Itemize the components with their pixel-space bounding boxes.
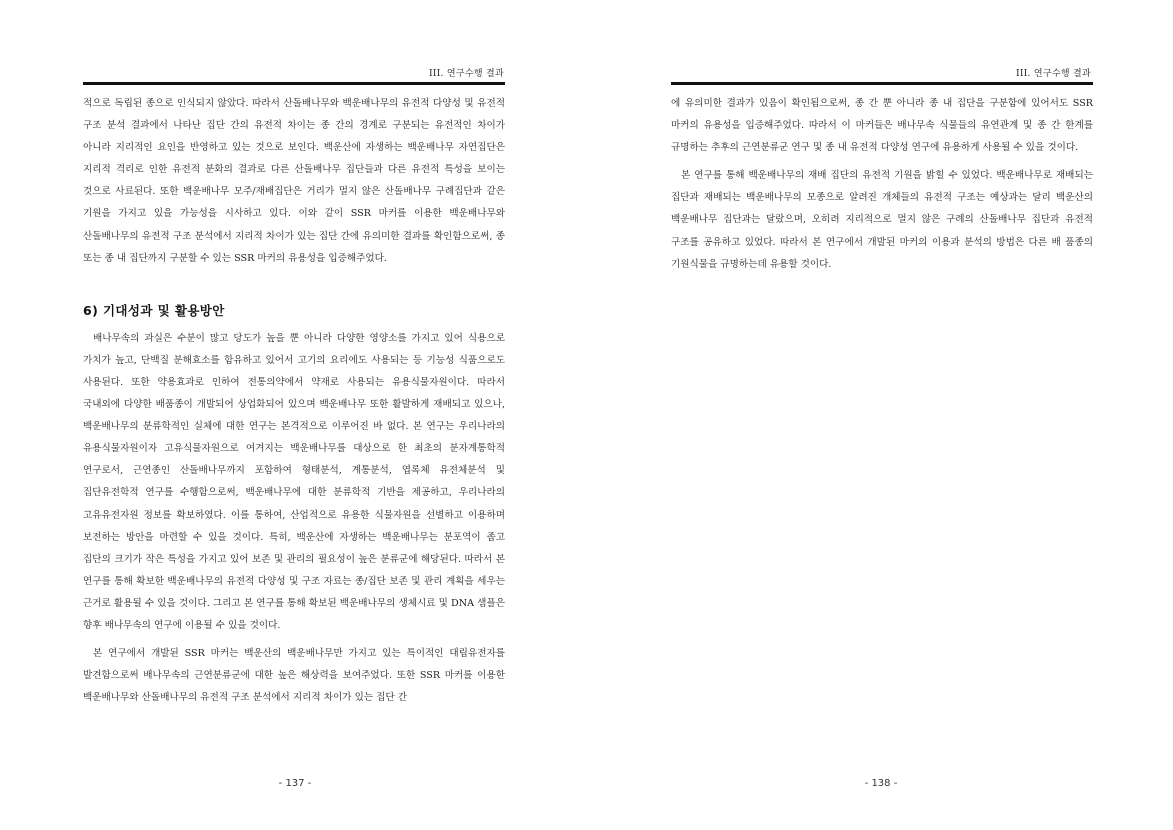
header-rule: [83, 82, 505, 85]
right-page: [587, 0, 1173, 830]
running-head: III. 연구수행 결과: [428, 69, 504, 79]
section-heading: 6) 기대성과 및 활용방안: [83, 302, 225, 318]
running-head: III. 연구수행 결과: [1015, 69, 1091, 79]
page-number: - 137 -: [278, 778, 312, 789]
body-paragraph: 에 유의미한 결과가 있음이 확인됨으로써, 종 간 뿐 아니라 종 내 집단을 구분함에 있어서도 SSR 마커의 유용성을 입증해주었다. 따라서 이 마커들은 배나무속 식물들의 유연관계 및 종 간 한계를 규명하는 추후의 근연분류군 연구 및 종 내 유전적 다양성 연구에 유용하게 사용될 수 있을 것이다.: [671, 98, 1094, 154]
page-body: [83, 93, 505, 715]
page-body: [671, 93, 1093, 282]
left-page: [0, 0, 586, 830]
page-number: - 138 -: [864, 778, 898, 789]
header-rule: [671, 82, 1093, 85]
body-paragraph: 배나무속의 과실은 수분이 많고 당도가 높을 뿐 아니라 다양한 영양소를 가지고 있어 식용으로 가치가 높고, 단백질 분해효소를 함유하고 있어서 고기의 요리에도 사용되는 등 기능성 식품으로도 사용된다. 또한 약용효과로 인하여 전통의약에서 약재로 사용되는 유용식물자원이다. 따라서 국내외에 다양한 배품종이 개발되어 상업화되어 있으며 백운배나무 또한 활발하게 재배되고 있으나, 백운배나무의 분류학적인 실체에 대한 연구는 본격적으로 이루어진 바 없다. 본 연구는 우리나라의 유용식물자원이자 고유식물자원으로 여겨지는 백운배나무를 대상으로 한 최초의 분자계통학적 연구로서, 근연종인 산돌배나무까지 포함하여 형태분석, 계통분석, 엽록체 유전체분석 및 집단유전학적 연구를 수행함으로써, 백운배나무에 대한 분류학적 기반을 제공하고, 우리나라의 고유유전자원 정보를 확보하였다. 이를 통하여, 산업적으로 유용한 식물자원을 선별하고 이용하며 보전하는 방안을 마련할 수 있을 것이다. 특히, 백운산에 자생하는 백운배나무는 분포역이 좁고 집단의 크기가 작은 특성을 가지고 있어 보존 및 관리의 필요성이 높은 분류군에 해당된다. 따라서 본 연구를 통해 확보한 백운배나무의 유전적 다양성 및 구조 자료는 종/집단 보존 및 관리 계획을 세우는 근거로 활용될 수 있을 것이다. 그리고 본 연구를 통해 확보된 백운배나무의 생체시료 및 DNA 샘플은 향후 배나무속의 연구에 이용될 수 있을 것이다.: [83, 332, 505, 631]
body-paragraph: 적으로 독립된 종으로 인식되지 않았다. 따라서 산돌배나무와 백운배나무의 유전적 다양성 및 유전적 구조 분석 결과에서 나타난 집단 간의 유전적 차이는 종 간의 경계로 구분되는 유전적인 차이가 아니라 지리적인 요인을 반영하고 있는 것으로 보인다. 백운산에 자생하는 백운배나무 자연집단은 지리적 격리로 인한 유전적 분화의 결과로 다른 산돌배나무 집단들과 다른 유전적 특성을 보이는 것으로 사료된다. 또한 백운배나무 모주/재배집단은 거리가 멀지 않은 산돌배나무 구례집단과 같은 기원을 가지고 있을 가능성을 시사하고 있다. 이와 같이 SSR 마커를 이용한 백운배나무와 산돌배나무의 유전적 구조 분석에서 지리적 차이가 있는 집단 간에 유의미한 결과를 확인함으로써, 종 또는 종 내 집단까지 구분할 수 있는 SSR 마커의 유용성을 입증해주었다.: [83, 98, 505, 264]
body-paragraph: 본 연구를 통해 백운배나무의 재배 집단의 유전적 기원을 밝힐 수 있었다. 백운배나무로 재배되는 집단과 재배되는 백운배나무의 모종으로 알려진 개체들의 유전적 구조는 예상과는 달리 백운산의 백운배나무 집단과는 달랐으며, 오히려 지리적으로 멀지 않은 구례의 산돌배나무 집단과 유전적 구조를 공유하고 있었다. 따라서 본 연구에서 개발된 마커의 이용과 분석의 방법은 다른 배 품종의 기원식물을 규명하는데 유용할 것이다.: [671, 170, 1093, 270]
body-paragraph: 본 연구에서 개발된 SSR 마커는 백운산의 백운배나무만 가지고 있는 특이적인 대립유전자를 발견함으로써 배나무속의 근연분류군에 대한 높은 해상력을 보여주었다. 또한 SSR 마커를 이용한 백운배나무와 산돌배나무의 유전적 구조 분석에서 지리적 차이가 있는 집단 간: [83, 648, 505, 704]
